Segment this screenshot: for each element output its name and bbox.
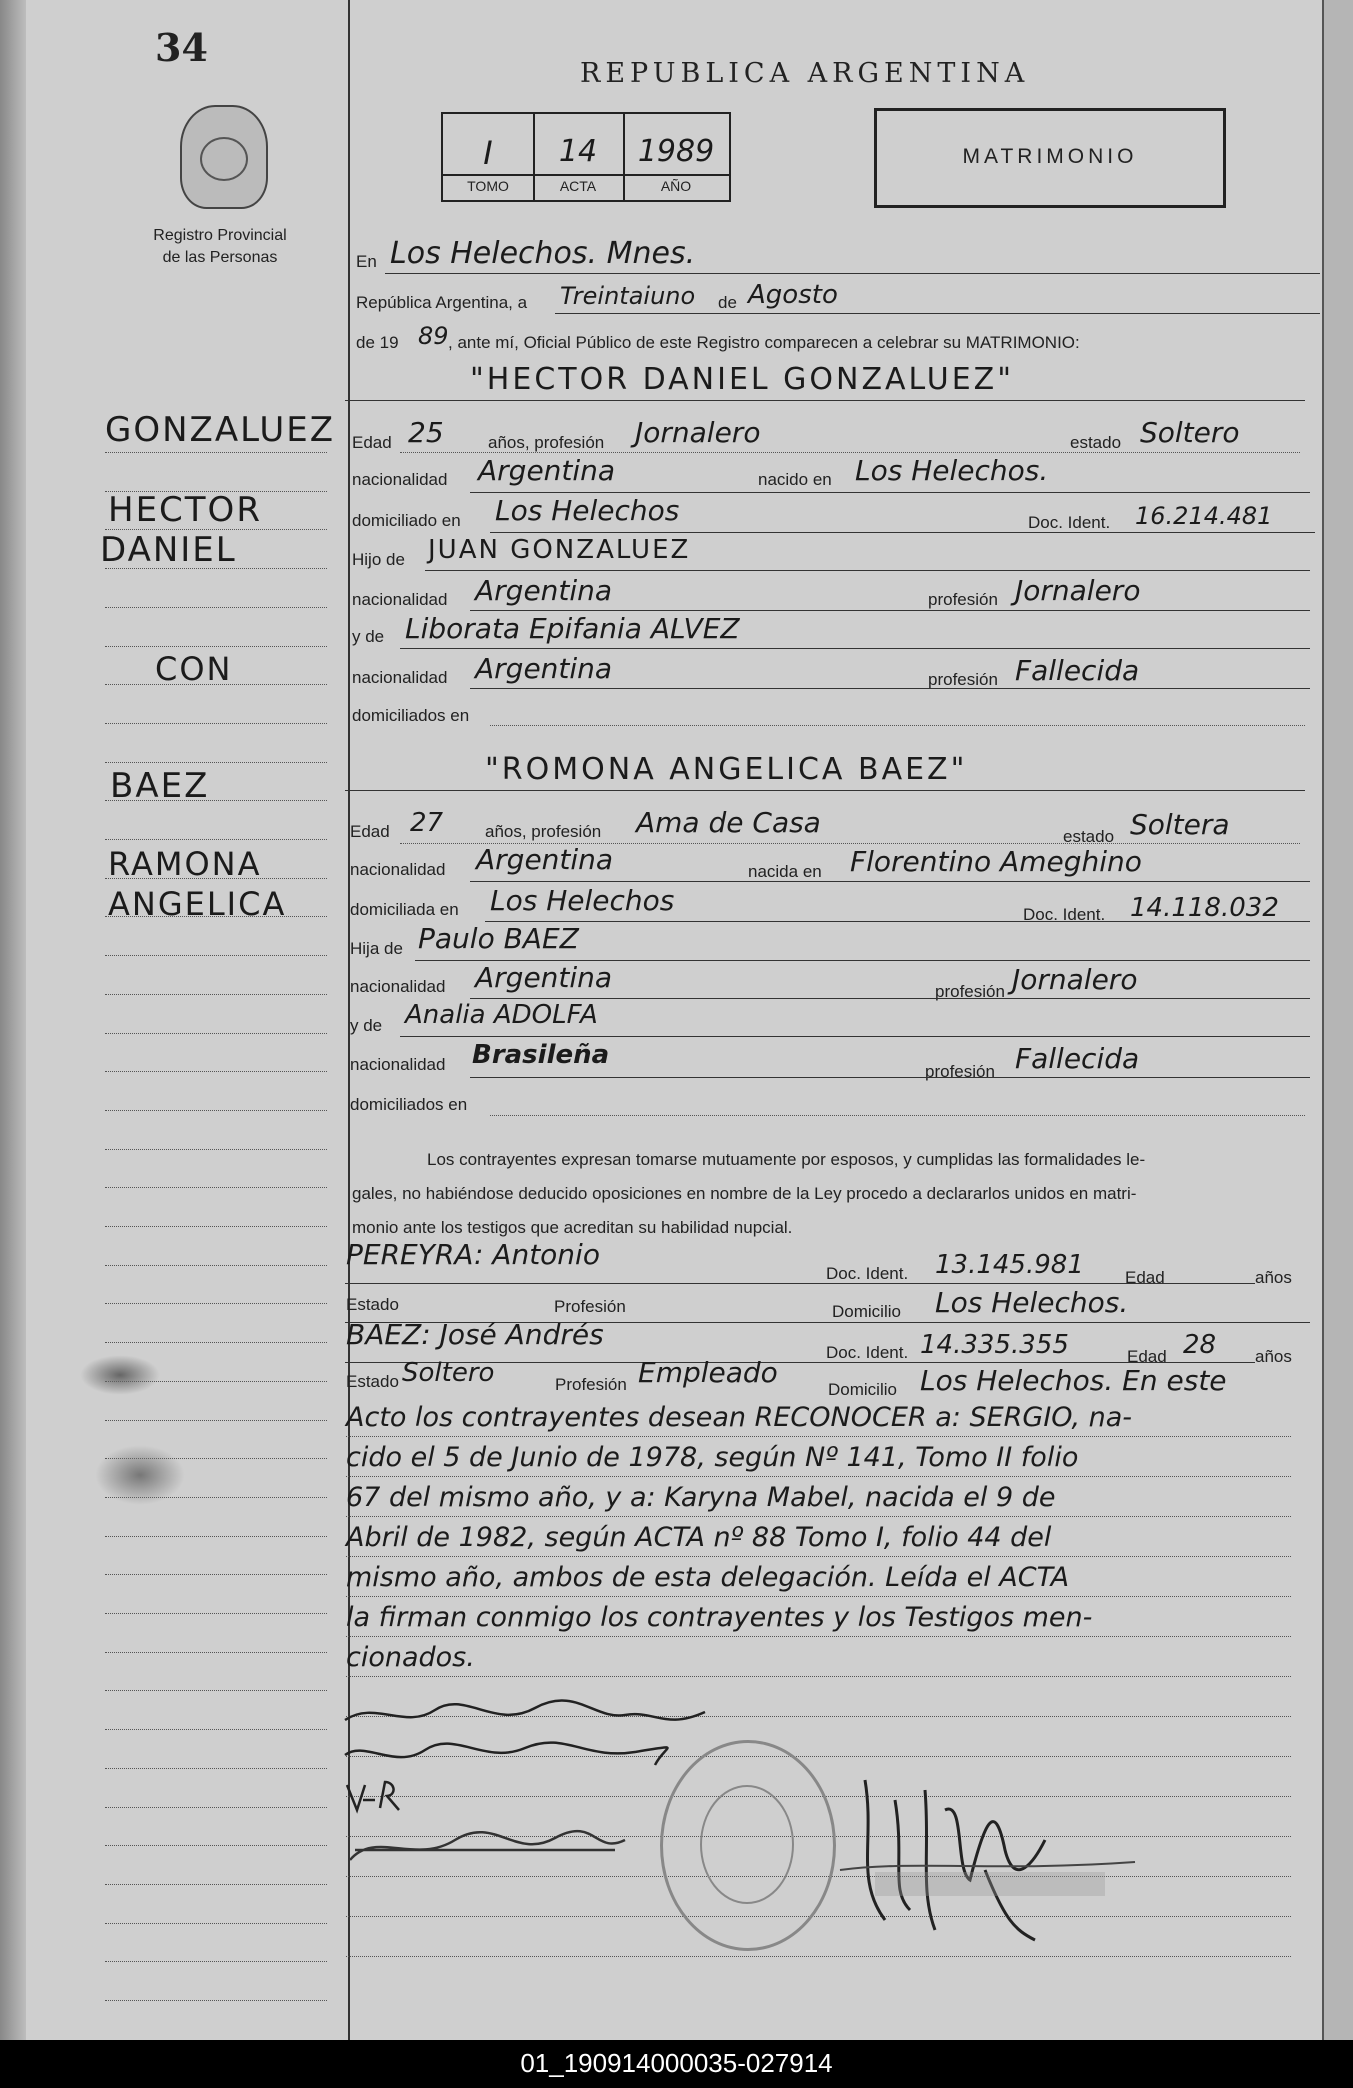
margin-rule: [105, 994, 327, 995]
margin-rule: [105, 1033, 327, 1034]
witness2-edad-label: Edad: [1127, 1347, 1167, 1366]
country-title: REPUBLICA ARGENTINA: [580, 58, 1030, 89]
registry-line-1: Registro Provincial: [153, 227, 287, 244]
bride-madre: Analia ADOLFA: [405, 1000, 598, 1030]
page-number: 34: [155, 25, 208, 70]
acta-label: ACTA: [559, 178, 597, 194]
groom-nacido: Los Helechos.: [855, 454, 1049, 487]
body-rule: [346, 1556, 1291, 1557]
margin-bride-name-2: ANGELICA: [108, 885, 287, 923]
fingerprint-smudge-1: [80, 1355, 160, 1395]
bride-full-name: "ROMONA ANGELICA BAEZ": [485, 752, 968, 787]
margin-rule: [105, 762, 327, 763]
bride-madre-prof: Fallecida: [1015, 1042, 1140, 1075]
margin-rule: [105, 723, 327, 724]
bride-estado: Soltera: [1130, 808, 1230, 841]
margin-rule: [105, 1884, 327, 1885]
margin-groom-name-2: DANIEL: [100, 530, 237, 570]
tomo-value: I: [483, 134, 493, 172]
declaration-line-1: Los contrayentes expresan tomarse mutuamente por esposos, y cumplidas las formalidades le-: [427, 1150, 1146, 1169]
bride-padre-nac-label: nacionalidad: [350, 977, 446, 996]
margin-bride-name-1: RAMONA: [108, 845, 262, 883]
groom-madre: Liborata Epifania ALVEZ: [405, 612, 740, 645]
groom-profesion-label: años, profesión: [488, 433, 605, 452]
witness1-edad-label: Edad: [1125, 1268, 1165, 1287]
witness1-doc-label: Doc. Ident.: [826, 1264, 909, 1283]
bride-madre-nac: Brasileña: [472, 1040, 610, 1070]
margin-rule: [105, 684, 327, 685]
margin-rule: [105, 1071, 327, 1072]
groom-nac-label: nacionalidad: [352, 470, 448, 489]
year: 89: [418, 322, 449, 350]
margin-rule: [105, 1961, 327, 1962]
bride-nac-label: nacionalidad: [350, 860, 446, 879]
witness2-doc: 14.335.355: [920, 1330, 1069, 1360]
groom-padre: JUAN GONZALUEZ: [428, 535, 691, 565]
groom-estado: Soltero: [1140, 416, 1240, 449]
bride-edad: 27: [410, 808, 444, 838]
witness1-anos-label: años: [1255, 1268, 1292, 1287]
margin-rule: [105, 1303, 327, 1304]
act-type-box: [874, 108, 1226, 208]
republica-label: República Argentina, a: [356, 293, 528, 312]
groom-padre-prof: Jornalero: [1015, 574, 1141, 607]
margin-rule: [105, 1923, 327, 1924]
witness1-domicilio-label: Domicilio: [832, 1302, 901, 1321]
margin-rule: [105, 1845, 327, 1846]
note-line-3: 67 del mismo año, y a: Karyna Mabel, nacida el 9 de: [346, 1482, 1056, 1513]
margin-rule: [105, 1690, 327, 1691]
groom-profesion: Jornalero: [635, 416, 761, 449]
margin-groom-surname: GONZALUEZ: [105, 410, 336, 450]
bride-domicilio: Los Helechos: [490, 884, 675, 917]
declaration-line-3: monio ante los testigos que acreditan su habilidad nupcial.: [352, 1218, 793, 1237]
witness2-doc-label: Doc. Ident.: [826, 1343, 909, 1362]
bride-profesion: Ama de Casa: [636, 806, 821, 839]
groom-edad-label: Edad: [352, 433, 392, 452]
note-line-6: la firman conmigo los contrayentes y los Testigos men-: [346, 1602, 1093, 1633]
groom-padre-nac: Argentina: [475, 574, 613, 607]
fingerprint-smudge-2: [95, 1445, 185, 1505]
body-rule: [346, 1516, 1291, 1517]
margin-groom-name-1: HECTOR: [108, 490, 262, 530]
witness1-domicilio: Los Helechos.: [935, 1286, 1129, 1319]
margin-rule: [105, 1110, 327, 1111]
groom-yde-label: y de: [352, 627, 385, 646]
witness1-doc: 13.145.981: [935, 1250, 1084, 1280]
witness2-name: BAEZ: José Andrés: [346, 1318, 604, 1351]
groom-nacionalidad: Argentina: [478, 454, 616, 487]
margin-rule: [105, 607, 327, 608]
witness-signature: [350, 1831, 625, 1860]
witness1-profesion-label: Profesión: [554, 1297, 626, 1316]
groom-nacido-label: nacido en: [758, 470, 832, 489]
bride-edad-label: Edad: [350, 822, 390, 841]
margin-rule: [105, 1420, 327, 1421]
witness2-profesion-label: Profesión: [555, 1375, 627, 1394]
bride-estado-label: estado: [1063, 827, 1115, 846]
provincial-seal-icon: [180, 105, 268, 209]
note-line-5: mismo año, ambos de esta delegación. Leída el ACTA: [346, 1562, 1070, 1593]
groom-madre-prof: Fallecida: [1015, 654, 1140, 687]
groom-signature: [345, 1701, 705, 1720]
year-label-post: , ante mí, Oficial Público de este Registro comparecen a celebrar su MATRIMONIO:: [448, 333, 1080, 352]
margin-rule: [105, 568, 327, 569]
margin-rule: [105, 955, 327, 956]
body-rule: [346, 1436, 1291, 1437]
margin-rule: [105, 646, 327, 647]
body-rule: [346, 1636, 1291, 1637]
declaration-text: [352, 1143, 1297, 1245]
bride-doc: 14.118.032: [1130, 893, 1279, 923]
groom-madre-nac-label: nacionalidad: [352, 668, 448, 687]
bride-nacida-label: nacida en: [748, 862, 822, 881]
bride-yde-label: y de: [350, 1016, 383, 1035]
margin-rule: [105, 1729, 327, 1730]
witness2-profesion: Empleado: [638, 1356, 778, 1389]
margin-rule: [105, 529, 327, 530]
margin-rule: [105, 1187, 327, 1188]
margin-rule: [105, 1768, 327, 1769]
registry-stamp-inner: [700, 1785, 794, 1904]
groom-estado-label: estado: [1070, 433, 1122, 452]
groom-madre-prof-label: profesión: [928, 670, 998, 689]
bride-doc-label: Doc. Ident.: [1023, 905, 1106, 924]
acta-value: 14: [558, 134, 598, 169]
margin-rule: [105, 1536, 327, 1537]
witness2-edad: 28: [1183, 1330, 1217, 1360]
year-label-pre: de 19: [356, 333, 399, 352]
witness2-anos-label: años: [1255, 1347, 1292, 1366]
binding-edge: [0, 0, 26, 2040]
note-line-2: cido el 5 de Junio de 1978, según Nº 141, Tomo II folio: [346, 1442, 1079, 1473]
record-reference-box: [441, 112, 731, 202]
groom-hijo-label: Hijo de: [352, 550, 405, 569]
margin-bride-surname: BAEZ: [110, 766, 210, 806]
note-line-1: Acto los contrayentes desean RECONOCER a: SERGIO, na-: [346, 1402, 1133, 1433]
bride-padre-prof-label: profesión: [935, 982, 1005, 1001]
bride-nacida: Florentino Ameghino: [850, 845, 1142, 878]
bride-doms-label: domiciliados en: [350, 1095, 468, 1114]
witness2-estado: Soltero: [402, 1358, 495, 1388]
bride-signature: [345, 1743, 668, 1765]
margin-rule: [105, 1574, 327, 1575]
de-label: de: [718, 293, 737, 312]
registry-line-2: de las Personas: [162, 249, 278, 266]
day: Treintaiuno: [560, 282, 696, 310]
bride-padre-prof: Jornalero: [1012, 963, 1138, 996]
groom-full-name: "HECTOR DANIEL GONZALUEZ": [470, 362, 1015, 397]
bride-madre-prof-label: profesión: [925, 1062, 995, 1081]
right-edge: [1322, 0, 1353, 2040]
witness1-name: PEREYRA: Antonio: [346, 1238, 600, 1271]
margin-rule: [105, 1652, 327, 1653]
groom-edad: 25: [408, 416, 444, 449]
officer-signature: [835, 1760, 1155, 1950]
bride-dom-label: domiciliada en: [350, 900, 459, 919]
groom-doms-label: domiciliados en: [352, 706, 470, 725]
note-line-4: Abril de 1982, según ACTA nº 88 Tomo I, folio 44 del: [346, 1522, 1052, 1553]
witness1-estado-label: Estado: [346, 1295, 399, 1314]
month: Agosto: [748, 280, 838, 310]
witness2-domicilio-label: Domicilio: [828, 1380, 897, 1399]
registry-name: [120, 225, 320, 269]
groom-dom-label: domiciliado en: [352, 511, 461, 530]
declaration-line-2: gales, no habiéndose deducido oposiciones en nombre de la Ley procedo a declararlos unidos en matri-: [352, 1184, 1137, 1203]
margin-rule: [105, 452, 327, 453]
bride-madre-nac-label: nacionalidad: [350, 1055, 446, 1074]
note-line-7: cionados.: [346, 1642, 475, 1673]
margin-rule: [105, 916, 327, 917]
ano-value: 1989: [637, 134, 715, 169]
margin-rule: [105, 878, 327, 879]
bride-hija-label: Hija de: [350, 939, 403, 958]
margin-rule: [105, 491, 327, 492]
margin-rule: [105, 800, 327, 801]
ano-label: AÑO: [660, 178, 692, 194]
margin-con: CON: [155, 650, 233, 688]
footer-bar: [0, 2040, 1353, 2088]
witness2-domicilio: Los Helechos. En este: [920, 1364, 1227, 1397]
margin-rule: [105, 1342, 327, 1343]
margin-rule: [105, 1807, 327, 1808]
groom-madre-nac: Argentina: [475, 652, 613, 685]
bride-padre-nac: Argentina: [475, 961, 613, 994]
margin-rule: [105, 2000, 327, 2001]
bride-padre: Paulo BAEZ: [418, 922, 579, 955]
bride-profesion-label: años, profesión: [485, 822, 602, 841]
groom-padre-prof-label: profesión: [928, 590, 998, 609]
body-rule: [346, 1956, 1291, 1957]
body-rule: [346, 1476, 1291, 1477]
image-caption: 01_190914000035-027914: [520, 2048, 833, 2078]
margin-rule: [105, 1613, 327, 1614]
margin-rule: [105, 1226, 327, 1227]
bride-nacionalidad: Argentina: [476, 843, 614, 876]
witness2-estado-label: Estado: [346, 1372, 399, 1391]
margin-rule: [105, 1149, 327, 1150]
tomo-label: TOMO: [467, 178, 509, 194]
initials-signature: [347, 1782, 399, 1810]
margin-rule: [105, 839, 327, 840]
groom-padre-nac-label: nacionalidad: [352, 590, 448, 609]
groom-domicilio: Los Helechos: [495, 494, 680, 527]
place: Los Helechos. Mnes.: [390, 236, 696, 271]
body-rule: [346, 1596, 1291, 1597]
body-rule: [346, 1676, 1291, 1677]
groom-doc-label: Doc. Ident.: [1028, 513, 1111, 532]
margin-rule: [105, 1265, 327, 1266]
act-type: MATRIMONIO: [962, 145, 1138, 168]
groom-doc: 16.214.481: [1135, 502, 1273, 530]
en-label: En: [356, 252, 377, 271]
